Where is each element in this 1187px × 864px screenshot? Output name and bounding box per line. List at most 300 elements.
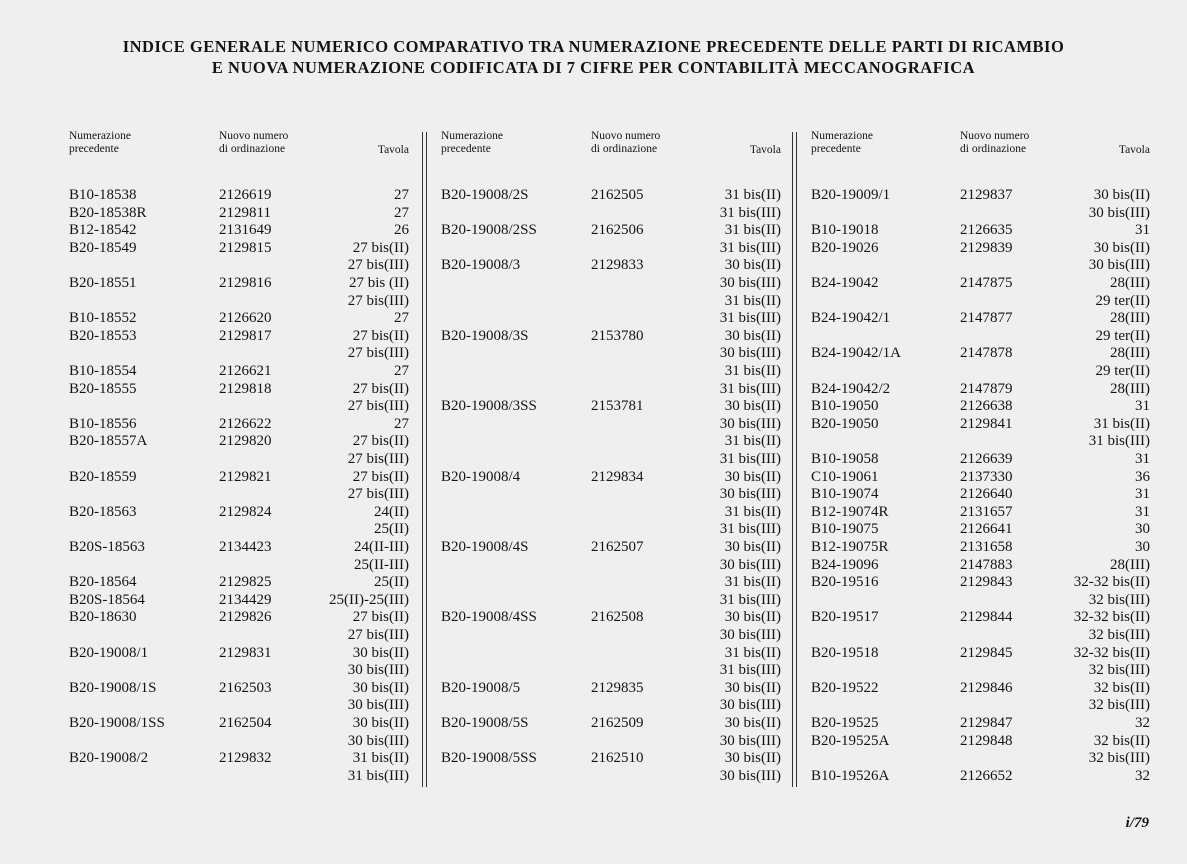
table-reference: 30 bis(III) xyxy=(719,697,781,714)
table-row xyxy=(69,486,409,504)
column-separator-1b xyxy=(426,132,427,787)
table-reference: 30 bis(II) xyxy=(1093,187,1150,203)
previous-number: B20-19008/1 xyxy=(69,644,149,661)
new-order-number: 2129839 xyxy=(960,239,1013,256)
table-row xyxy=(69,433,409,451)
table-row xyxy=(69,257,409,275)
table-reference: 31 bis(II) xyxy=(724,363,781,379)
table-reference: 31 bis(II) xyxy=(724,644,781,661)
table-row xyxy=(811,275,1150,293)
table-reference: 24(II) xyxy=(374,503,409,520)
table-row xyxy=(441,205,781,223)
previous-number: B10-19050 xyxy=(811,398,879,415)
table-reference: 27 bis(II) xyxy=(352,468,409,485)
table-reference: 32 bis(III) xyxy=(1088,750,1150,767)
table-reference: 28(III) xyxy=(1110,345,1150,362)
table-row xyxy=(69,293,409,311)
table-row xyxy=(811,363,1150,381)
table-reference: 27 bis(II) xyxy=(352,433,409,450)
new-order-number: 2147875 xyxy=(960,275,1013,291)
header-prev: Numerazione precedente xyxy=(441,130,503,155)
previous-number: B12-18542 xyxy=(69,222,137,239)
column-separator-2b xyxy=(796,132,797,787)
new-order-number: 2137330 xyxy=(960,468,1013,485)
table-reference: 27 xyxy=(394,187,409,203)
previous-number: B20-19522 xyxy=(811,679,879,696)
table-reference: 30 bis(III) xyxy=(1088,204,1150,221)
table-reference: 30 bis(II) xyxy=(352,715,409,731)
table-reference: 31 bis(III) xyxy=(719,239,781,256)
new-order-number: 2129841 xyxy=(960,415,1013,432)
previous-number: B10-18552 xyxy=(69,310,137,327)
table-row xyxy=(69,733,409,751)
new-order-number: 2147883 xyxy=(960,556,1013,573)
table-reference: 31 bis(II) xyxy=(724,433,781,450)
table-reference: 30 bis(III) xyxy=(719,415,781,432)
new-order-number: 2131657 xyxy=(960,503,1013,520)
new-order-number: 2162509 xyxy=(591,715,644,731)
previous-number: B10-19058 xyxy=(811,451,879,467)
new-order-number: 2126622 xyxy=(219,415,272,432)
table-reference: 30 xyxy=(1135,539,1150,555)
previous-number: B20-18553 xyxy=(69,327,137,344)
table-row xyxy=(441,627,781,645)
new-order-number: 2153781 xyxy=(591,398,644,415)
table-row xyxy=(811,609,1150,627)
header-prev: Numerazione precedente xyxy=(69,130,131,155)
previous-number: B20-18557A xyxy=(69,433,148,450)
table-row xyxy=(811,627,1150,645)
new-order-number: 2129843 xyxy=(960,574,1013,591)
table-reference: 30 bis(III) xyxy=(347,732,409,749)
table-row xyxy=(69,345,409,363)
previous-number: B20-19008/1SS xyxy=(69,715,165,731)
new-order-number: 2129846 xyxy=(960,679,1013,696)
table-reference: 27 bis(III) xyxy=(347,345,409,362)
table-row xyxy=(441,609,781,627)
table-reference: 27 xyxy=(394,363,409,379)
table-reference: 30 bis(II) xyxy=(724,750,781,767)
table-reference: 27 bis(II) xyxy=(352,609,409,626)
page-number: i/79 xyxy=(1125,815,1149,831)
previous-number: B20-19516 xyxy=(811,574,879,591)
table-row xyxy=(69,381,409,399)
previous-number: B12-19075R xyxy=(811,539,889,555)
table-reference: 31 bis(II) xyxy=(724,574,781,591)
table-row xyxy=(811,557,1150,575)
table-row xyxy=(69,715,409,733)
table-reference: 31 bis(III) xyxy=(719,451,781,467)
table-row xyxy=(811,645,1150,663)
new-order-number: 2129845 xyxy=(960,644,1013,661)
table-row xyxy=(811,328,1150,346)
previous-number: B20-18549 xyxy=(69,239,137,256)
new-order-number: 2129820 xyxy=(219,433,272,450)
table-reference: 31 xyxy=(1135,222,1150,239)
table-reference: 30 bis(III) xyxy=(719,627,781,643)
table-reference: 31 bis(III) xyxy=(719,662,781,679)
table-reference: 31 bis(II) xyxy=(352,750,409,767)
table-row xyxy=(811,768,1150,786)
table-reference: 28(III) xyxy=(1110,380,1150,397)
table-row xyxy=(69,469,409,487)
table-reference: 30 bis(III) xyxy=(1088,257,1150,274)
table-row xyxy=(69,398,409,416)
table-reference: 31 bis(III) xyxy=(719,380,781,397)
previous-number: B20-19050 xyxy=(811,415,879,432)
table-reference: 27 xyxy=(394,310,409,327)
new-order-number: 2162504 xyxy=(219,715,272,731)
table-row xyxy=(69,504,409,522)
table-row xyxy=(811,715,1150,733)
table-reference: 30 bis(II) xyxy=(1093,239,1150,256)
table-row xyxy=(811,240,1150,258)
column-separator-2 xyxy=(792,132,793,787)
table-reference: 31 xyxy=(1135,451,1150,467)
table-row xyxy=(811,504,1150,522)
new-order-number: 2129847 xyxy=(960,715,1013,731)
new-order-number: 2126635 xyxy=(960,222,1013,239)
table-row xyxy=(811,697,1150,715)
previous-number: B20S-18563 xyxy=(69,539,145,555)
new-order-number: 2162508 xyxy=(591,609,644,626)
new-order-number: 2129833 xyxy=(591,257,644,274)
previous-number: B20-19517 xyxy=(811,609,879,626)
new-order-number: 2126620 xyxy=(219,310,272,327)
table-row xyxy=(811,222,1150,240)
table-row xyxy=(441,539,781,557)
header-new: Nuovo numero di ordinazione xyxy=(960,130,1030,155)
table-reference: 30 bis(III) xyxy=(719,275,781,291)
table-reference: 30 bis(III) xyxy=(347,697,409,714)
previous-number: B20-19008/4S xyxy=(441,539,529,555)
table-reference: 29 ter(II) xyxy=(1095,327,1150,344)
table-row xyxy=(441,486,781,504)
new-order-number: 2129815 xyxy=(219,239,272,256)
table-reference: 30 bis(II) xyxy=(724,257,781,274)
previous-number: B24-19042/1A xyxy=(811,345,901,362)
new-order-number: 2126639 xyxy=(960,451,1013,467)
table-row xyxy=(811,398,1150,416)
new-order-number: 2162503 xyxy=(219,679,272,696)
table-reference: 27 bis(II) xyxy=(352,327,409,344)
new-order-number: 2129817 xyxy=(219,327,272,344)
table-row xyxy=(441,750,781,768)
header-new: Nuovo numero di ordinazione xyxy=(591,130,661,155)
new-order-number: 2126652 xyxy=(960,767,1013,784)
new-order-number: 2129835 xyxy=(591,679,644,696)
table-reference: 26 xyxy=(394,222,409,239)
previous-number: B10-19074 xyxy=(811,486,879,503)
table-reference: 30 bis(II) xyxy=(724,609,781,626)
table-row xyxy=(441,451,781,469)
previous-number: B20-19008/1S xyxy=(69,679,157,696)
table-reference: 25(II-III) xyxy=(354,556,409,573)
table-reference: 27 bis(III) xyxy=(347,627,409,643)
new-order-number: 2126640 xyxy=(960,486,1013,503)
previous-number: B20S-18564 xyxy=(69,591,145,608)
table-row xyxy=(69,205,409,223)
table-reference: 27 bis(II) xyxy=(352,380,409,397)
table-row xyxy=(69,521,409,539)
table-reference: 30 bis(II) xyxy=(724,468,781,485)
table-row xyxy=(69,557,409,575)
new-order-number: 2129834 xyxy=(591,468,644,485)
table-row xyxy=(69,240,409,258)
table-row xyxy=(69,310,409,328)
table-reference: 30 bis(III) xyxy=(719,732,781,749)
new-order-number: 2129837 xyxy=(960,187,1013,203)
table-row xyxy=(69,768,409,786)
previous-number: B20-19026 xyxy=(811,239,879,256)
table-reference: 31 bis(II) xyxy=(724,503,781,520)
table-reference: 29 ter(II) xyxy=(1095,292,1150,309)
table-row xyxy=(441,715,781,733)
table-row xyxy=(69,275,409,293)
previous-number: B20-19008/2SS xyxy=(441,222,537,239)
previous-number: B10-18556 xyxy=(69,415,137,432)
table-row xyxy=(441,697,781,715)
table-row xyxy=(441,240,781,258)
new-order-number: 2129818 xyxy=(219,380,272,397)
table-row xyxy=(441,381,781,399)
table-row xyxy=(441,504,781,522)
table-row xyxy=(441,433,781,451)
table-reference: 29 ter(II) xyxy=(1095,363,1150,379)
previous-number: B20-18551 xyxy=(69,275,137,291)
table-reference: 28(III) xyxy=(1110,556,1150,573)
table-row xyxy=(441,398,781,416)
table-row xyxy=(811,521,1150,539)
table-row xyxy=(811,187,1150,205)
table-row xyxy=(441,257,781,275)
table-reference: 32 bis(III) xyxy=(1088,627,1150,643)
table-reference: 32 bis(II) xyxy=(1093,679,1150,696)
new-order-number: 2129825 xyxy=(219,574,272,591)
table-row xyxy=(811,381,1150,399)
table-column-3 xyxy=(811,130,1150,784)
new-order-number: 2126641 xyxy=(960,521,1013,538)
table-row xyxy=(441,345,781,363)
previous-number: B10-19526A xyxy=(811,767,890,784)
table-reference: 32 bis(III) xyxy=(1088,591,1150,608)
table-reference: 31 bis(III) xyxy=(719,204,781,221)
table-row xyxy=(69,416,409,434)
table-reference: 30 bis(III) xyxy=(719,486,781,503)
table-reference: 30 bis(II) xyxy=(352,644,409,661)
table-row xyxy=(69,363,409,381)
title-line-2: E NUOVA NUMERAZIONE CODIFICATA DI 7 CIFRE PER CONTABILITÀ MECCANOGRAFICA xyxy=(211,58,976,77)
table-reference: 31 bis(II) xyxy=(724,187,781,203)
header-tav: Tavola xyxy=(749,144,781,156)
new-order-number: 2147878 xyxy=(960,345,1013,362)
table-reference: 31 bis(III) xyxy=(719,310,781,327)
column-separator-1 xyxy=(422,132,423,787)
table-reference: 32 bis(III) xyxy=(1088,697,1150,714)
table-reference: 30 bis(II) xyxy=(724,715,781,731)
new-order-number: 2162507 xyxy=(591,539,644,555)
header-tav: Tavola xyxy=(1118,144,1150,156)
table-row xyxy=(811,416,1150,434)
new-order-number: 2129811 xyxy=(219,204,271,221)
previous-number: B20-18555 xyxy=(69,380,137,397)
table-row xyxy=(441,574,781,592)
table-reference: 31 bis(II) xyxy=(724,292,781,309)
table-row xyxy=(811,451,1150,469)
table-row xyxy=(69,609,409,627)
table-reference: 31 xyxy=(1135,486,1150,503)
table-row xyxy=(811,662,1150,680)
previous-number: B24-19042/1 xyxy=(811,310,891,327)
table-reference: 31 bis(III) xyxy=(719,521,781,538)
table-reference: 27 bis(II) xyxy=(352,239,409,256)
new-order-number: 2129816 xyxy=(219,275,272,291)
previous-number: B24-19096 xyxy=(811,556,879,573)
table-row xyxy=(441,469,781,487)
previous-number: B20-19008/4SS xyxy=(441,609,537,626)
previous-number: B10-18538 xyxy=(69,187,137,203)
table-reference: 31 bis(III) xyxy=(1088,433,1150,450)
new-order-number: 2129832 xyxy=(219,750,272,767)
table-reference: 27 bis(III) xyxy=(347,398,409,415)
table-reference: 27 bis (II) xyxy=(349,275,409,291)
previous-number: B20-18630 xyxy=(69,609,137,626)
table-row xyxy=(69,627,409,645)
previous-number: B20-19008/4 xyxy=(441,468,521,485)
previous-number: B20-19008/3S xyxy=(441,327,529,344)
table-row xyxy=(441,416,781,434)
previous-number: B20-19525A xyxy=(811,732,890,749)
previous-number: B20-19008/5SS xyxy=(441,750,537,767)
table-row xyxy=(441,187,781,205)
table-reference: 27 bis(III) xyxy=(347,486,409,503)
table-row xyxy=(811,310,1150,328)
new-order-number: 2129821 xyxy=(219,468,272,485)
table-row xyxy=(69,697,409,715)
table-row xyxy=(69,328,409,346)
new-order-number: 2129848 xyxy=(960,732,1013,749)
table-row xyxy=(811,539,1150,557)
new-order-number: 2153780 xyxy=(591,327,644,344)
previous-number: C10-19061 xyxy=(811,468,879,485)
new-order-number: 2129826 xyxy=(219,609,272,626)
table-row xyxy=(441,645,781,663)
table-reference: 32 xyxy=(1135,715,1150,731)
table-reference: 31 xyxy=(1135,503,1150,520)
table-row xyxy=(69,662,409,680)
table-reference: 31 bis(II) xyxy=(1093,415,1150,432)
new-order-number: 2147877 xyxy=(960,310,1013,327)
table-reference: 25(II) xyxy=(374,574,409,591)
page-title xyxy=(0,36,1187,78)
table-reference: 30 bis(III) xyxy=(719,345,781,362)
table-reference: 30 bis(III) xyxy=(347,662,409,679)
previous-number: B20-19008/5 xyxy=(441,679,521,696)
table-row xyxy=(811,680,1150,698)
table-reference: 27 bis(III) xyxy=(347,451,409,467)
table-row xyxy=(441,592,781,610)
table-row xyxy=(441,222,781,240)
header-tav: Tavola xyxy=(377,144,409,156)
table-row xyxy=(811,750,1150,768)
table-row xyxy=(69,574,409,592)
previous-number: B20-19008/2S xyxy=(441,187,529,203)
table-reference: 31 xyxy=(1135,398,1150,415)
previous-number: B10-18554 xyxy=(69,363,137,379)
table-reference: 27 xyxy=(394,204,409,221)
table-row xyxy=(69,750,409,768)
table-row xyxy=(811,733,1150,751)
table-row xyxy=(441,768,781,786)
table-reference: 30 bis(III) xyxy=(719,767,781,784)
table-row xyxy=(811,486,1150,504)
previous-number: B24-19042 xyxy=(811,275,879,291)
table-column-2 xyxy=(441,130,781,784)
table-reference: 31 bis(III) xyxy=(347,767,409,784)
table-reference: 36 xyxy=(1135,468,1150,485)
table-row xyxy=(811,592,1150,610)
new-order-number: 2129844 xyxy=(960,609,1013,626)
table-row xyxy=(69,451,409,469)
table-row xyxy=(811,293,1150,311)
table-row xyxy=(441,557,781,575)
table-reference: 25(II) xyxy=(374,521,409,538)
previous-number: B20-18563 xyxy=(69,503,137,520)
table-column-1 xyxy=(69,130,409,784)
table-row xyxy=(441,328,781,346)
previous-number: B20-18564 xyxy=(69,574,137,591)
header-new: Nuovo numero di ordinazione xyxy=(219,130,289,155)
table-reference: 32-32 bis(II) xyxy=(1073,644,1150,661)
table-row xyxy=(441,293,781,311)
table-reference: 32 xyxy=(1135,767,1150,784)
table-reference: 30 bis(II) xyxy=(352,679,409,696)
new-order-number: 2134429 xyxy=(219,591,272,608)
table-reference: 28(III) xyxy=(1110,310,1150,327)
previous-number: B10-19075 xyxy=(811,521,879,538)
table-reference: 30 bis(II) xyxy=(724,398,781,415)
previous-number: B10-19018 xyxy=(811,222,879,239)
table-reference: 27 bis(III) xyxy=(347,257,409,274)
previous-number: B24-19042/2 xyxy=(811,380,891,397)
new-order-number: 2129824 xyxy=(219,503,272,520)
previous-number: B20-19518 xyxy=(811,644,879,661)
table-row xyxy=(441,363,781,381)
new-order-number: 2126621 xyxy=(219,363,272,379)
table-row xyxy=(811,574,1150,592)
previous-number: B20-19008/3 xyxy=(441,257,521,274)
header-prev: Numerazione precedente xyxy=(811,130,873,155)
table-row xyxy=(811,469,1150,487)
new-order-number: 2134423 xyxy=(219,539,272,555)
new-order-number: 2162506 xyxy=(591,222,644,239)
table-reference: 27 bis(III) xyxy=(347,292,409,309)
new-order-number: 2129831 xyxy=(219,644,272,661)
title-line-1: INDICE GENERALE NUMERICO COMPARATIVO TRA NUMERAZIONE PRECEDENTE DELLE PARTI DI RICAMBIO xyxy=(122,37,1065,56)
table-reference: 30 bis(II) xyxy=(724,679,781,696)
new-order-number: 2162510 xyxy=(591,750,644,767)
table-reference: 25(II)-25(III) xyxy=(329,591,409,608)
table-row xyxy=(69,222,409,240)
new-order-number: 2126619 xyxy=(219,187,272,203)
table-reference: 30 bis(III) xyxy=(719,556,781,573)
new-order-number: 2147879 xyxy=(960,380,1013,397)
previous-number: B20-18559 xyxy=(69,468,137,485)
table-reference: 32 bis(III) xyxy=(1088,662,1150,679)
table-row xyxy=(811,205,1150,223)
new-order-number: 2131649 xyxy=(219,222,272,239)
table-row xyxy=(441,680,781,698)
